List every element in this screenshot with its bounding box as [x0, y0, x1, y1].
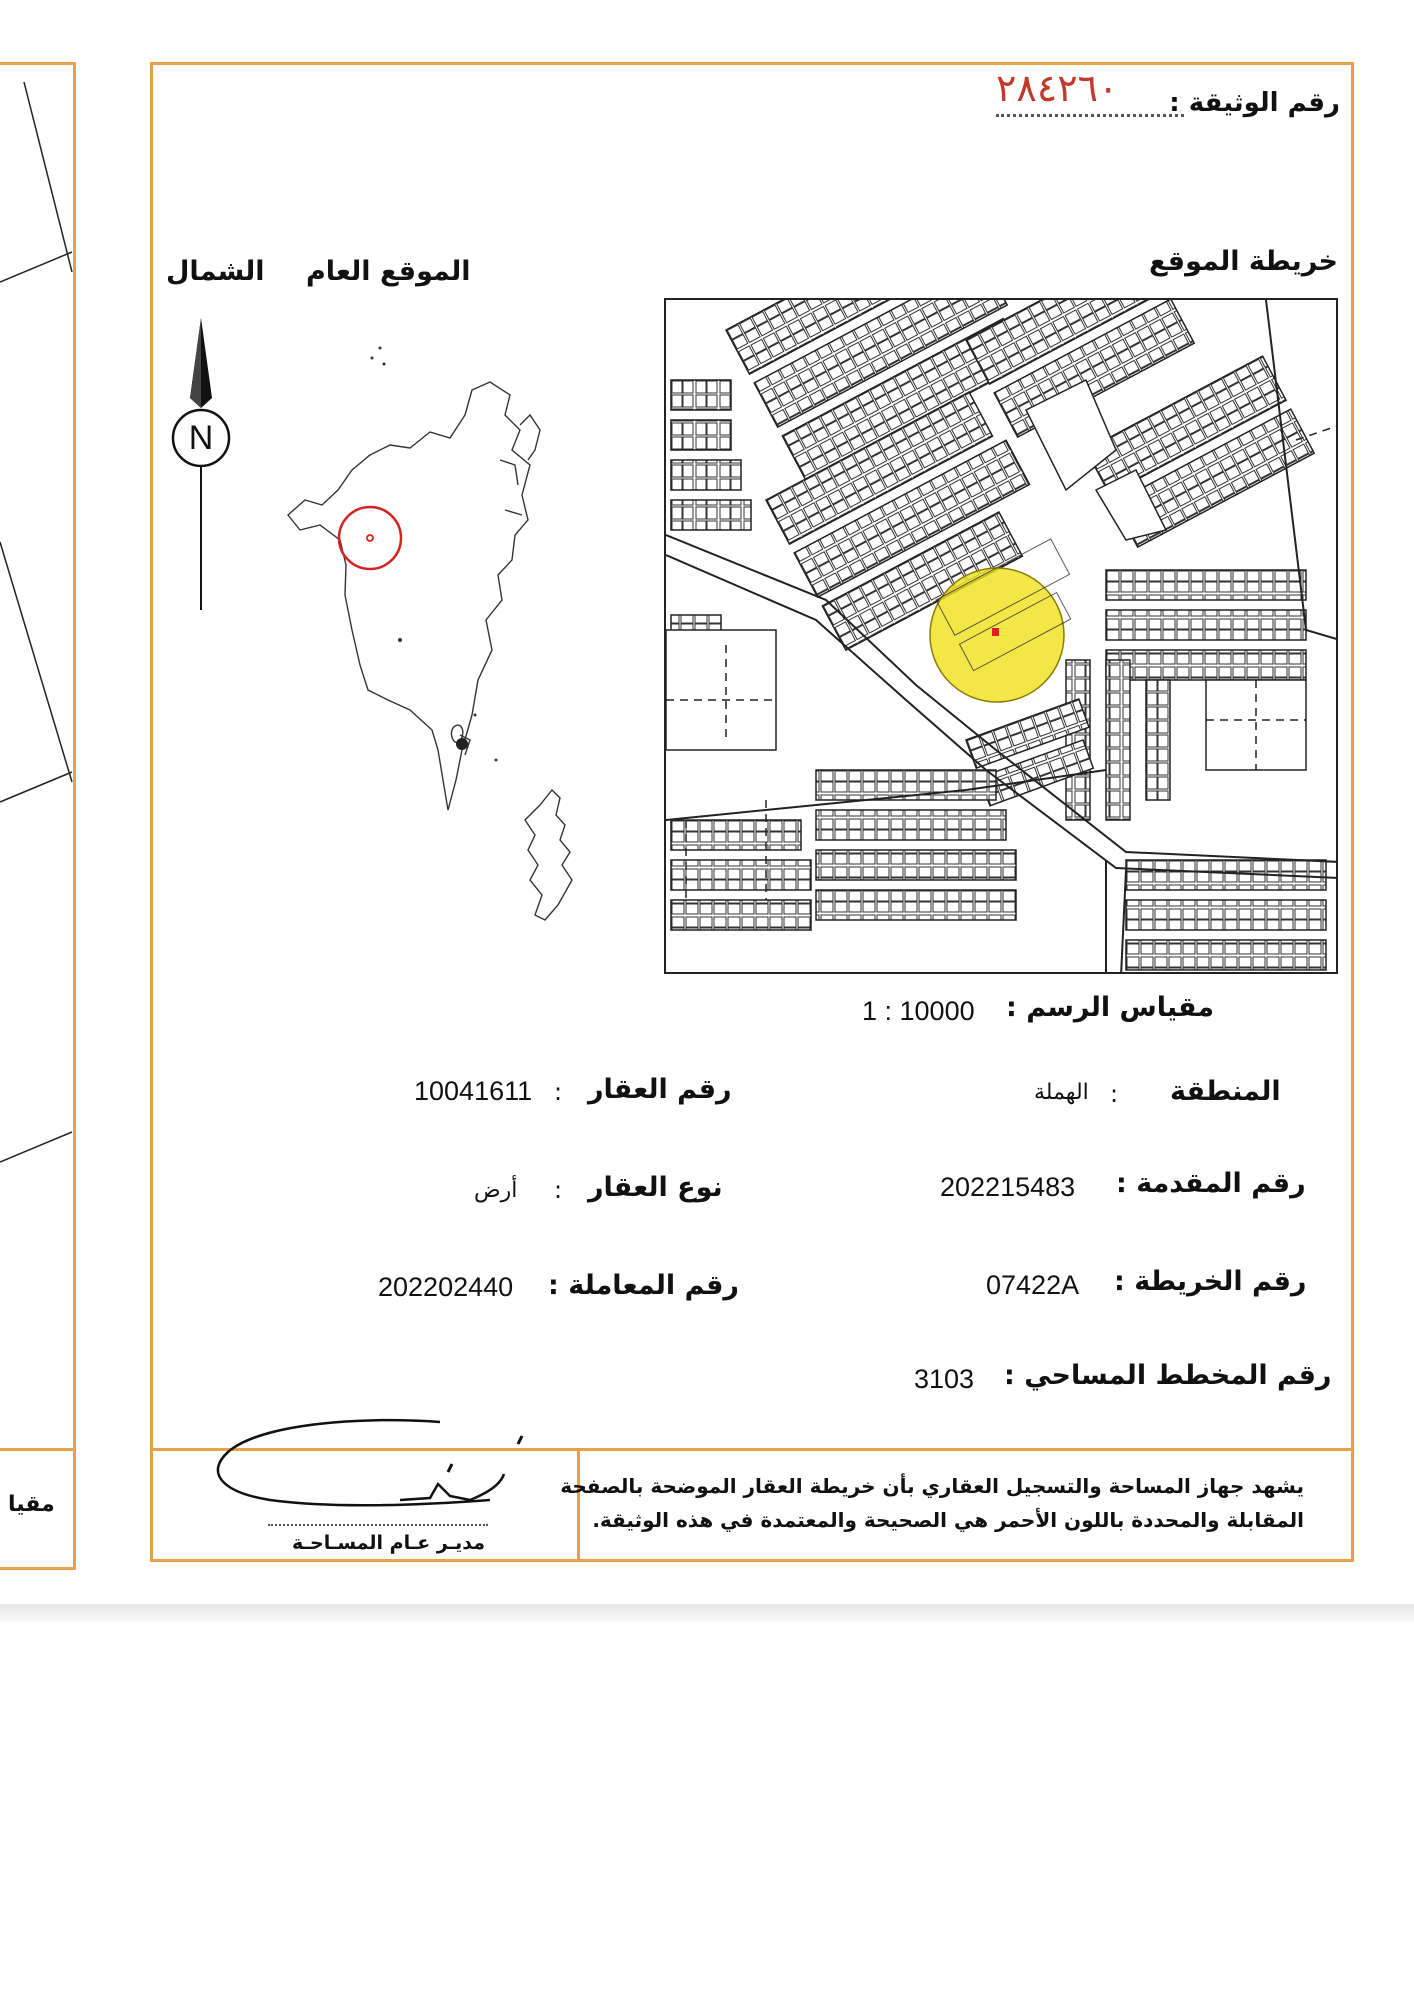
general-location-map: [260, 320, 600, 940]
property-type-label: نوع العقار: [588, 1172, 723, 1203]
location-map-label: خريطة الموقع: [1148, 246, 1338, 277]
transaction-no-value: 202202440: [378, 1272, 514, 1302]
signatory-title: مديـر عـام المسـاحـة: [292, 1532, 486, 1554]
scale-value: 1 : 10000: [862, 996, 975, 1026]
area-colon: :: [1110, 1080, 1119, 1108]
transaction-no-label: رقم المعاملة :: [548, 1270, 739, 1301]
survey-plan-value: 3103: [914, 1364, 975, 1394]
certification-line-1: يشهد جهاز المساحة والتسجيل العقاري بأن خريطة العقار الموضحة بالصفحة: [560, 1474, 1304, 1498]
location-map-drawing: [666, 300, 1338, 974]
previous-page-fragment: مقيا: [8, 1492, 55, 1517]
north-letter: N: [188, 419, 214, 457]
application-no-value: 202215483: [940, 1172, 1076, 1202]
area-label: المنطقة: [1170, 1076, 1281, 1107]
map-no-value: 07422A: [986, 1270, 1080, 1300]
property-type-value: أرض: [474, 1178, 518, 1203]
property-no-colon: :: [554, 1078, 563, 1106]
location-marker-ring: [339, 507, 401, 569]
scale-label: مقياس الرسم :: [1006, 992, 1215, 1023]
location-map: [664, 298, 1338, 974]
map-no-label: رقم الخريطة :: [1114, 1266, 1307, 1297]
property-marker: [992, 628, 999, 636]
signature-dots: [268, 1524, 488, 1526]
north-arrow: [160, 300, 242, 620]
survey-plan-label: رقم المخطط المساحي :: [1004, 1360, 1332, 1391]
footer-divider: [577, 1448, 580, 1562]
doc-number-label: رقم الوثيقة :: [1169, 88, 1340, 118]
north-label: الشمال: [166, 256, 265, 287]
property-no-value: 10041611: [414, 1076, 533, 1106]
doc-number-value: ٢٨٤٢٦٠: [996, 66, 1119, 110]
property-no-label: رقم العقار: [588, 1074, 732, 1105]
certification-line-2: المقابلة والمحددة باللون الأحمر هي الصحيحة والمعتمدة في هذه الوثيقة.: [592, 1508, 1304, 1532]
signature: [200, 1414, 530, 1534]
page-bottom-edge: [0, 1604, 1414, 1622]
property-type-colon: :: [554, 1176, 563, 1204]
doc-number-dots: [996, 114, 1184, 117]
application-no-label: رقم المقدمة :: [1116, 1168, 1306, 1199]
previous-page-lines: [0, 62, 76, 1452]
area-value: الهملة: [1034, 1080, 1089, 1105]
general-location-label: الموقع العام: [306, 256, 471, 287]
